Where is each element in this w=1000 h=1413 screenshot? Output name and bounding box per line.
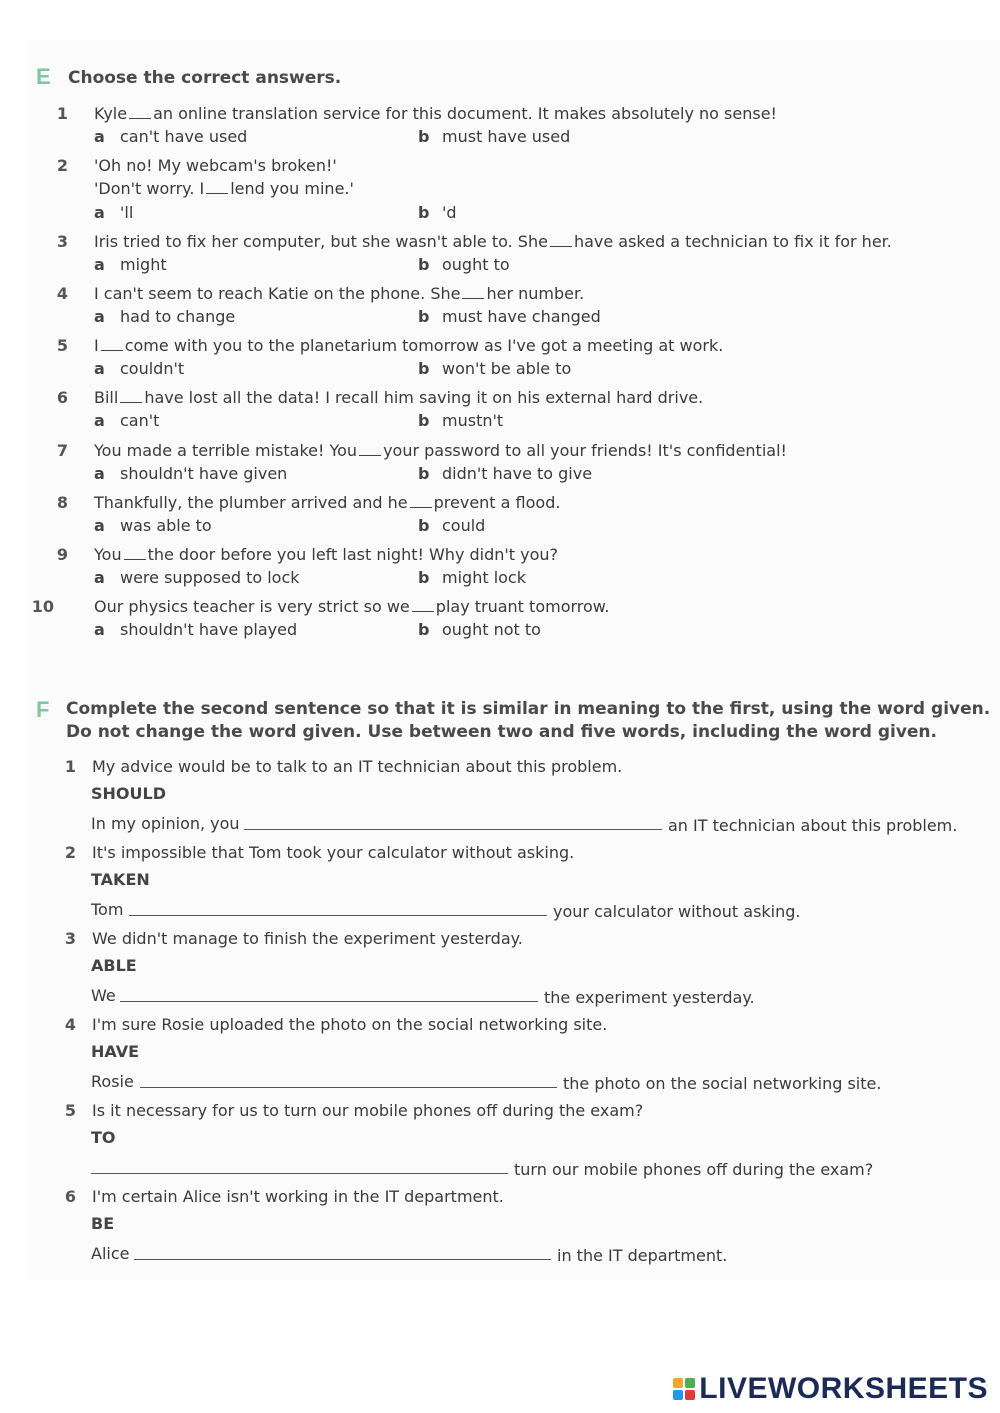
option-a[interactable]: 'll [120,203,134,222]
option-a-letter: a [94,127,105,146]
question-text [94,334,723,357]
question-text [94,177,354,200]
key-word: BE [91,1214,115,1233]
question-number: 1 [64,757,76,776]
section-e-instruction: Choose the correct answers. [68,68,342,88]
answer-input-line[interactable] [91,1173,508,1174]
answer-blank[interactable] [412,597,434,612]
answer-blank[interactable] [101,336,123,351]
option-b[interactable]: must have changed [442,307,601,326]
option-a[interactable]: couldn't [120,359,185,378]
original-sentence: I'm certain Alice isn't working in the IT department. [92,1187,504,1206]
question-number: 1 [56,104,68,123]
option-b[interactable]: could [442,516,486,535]
option-a-letter: a [94,359,105,378]
sentence-end: an IT technician about this problem. [668,816,958,835]
option-b[interactable]: ought not to [442,620,541,639]
question-text-segment: her number. [486,284,585,303]
question-text-segment: prevent a flood. [433,493,561,512]
option-b[interactable]: won't be able to [442,359,572,378]
answer-blank[interactable] [124,545,146,560]
logo-square [673,1390,683,1400]
option-b[interactable]: ought to [442,255,510,274]
original-sentence: My advice would be to talk to an IT technician about this problem. [92,757,623,776]
question-number: 10 [31,597,54,616]
option-b-letter: b [418,203,430,222]
answer-input-line[interactable] [134,1259,551,1260]
question-text [94,154,337,177]
question-number: 9 [56,545,68,564]
sentence-start: We [91,986,116,1005]
option-b[interactable]: mustn't [442,411,504,430]
question-text [94,595,610,618]
question-text-segment: Our physics teacher is very strict so we [94,597,410,616]
option-a[interactable]: can't [120,411,160,430]
option-a-letter: a [94,203,105,222]
original-sentence: I'm sure Rosie uploaded the photo on the social networking site. [92,1015,608,1034]
question-number: 4 [64,1015,76,1034]
logo-square [685,1378,695,1388]
liveworksheets-logo-icon [673,1378,695,1400]
sentence-end: in the IT department. [557,1246,728,1265]
question-text-segment: Bill [94,388,119,407]
sentence-start: Rosie [91,1072,134,1091]
option-a-letter: a [94,307,105,326]
option-b[interactable]: must have used [442,127,571,146]
answer-input-line[interactable] [120,1001,538,1002]
question-text [94,543,558,566]
option-b-letter: b [418,127,430,146]
option-a[interactable]: were supposed to lock [120,568,300,587]
option-a-letter: a [94,411,105,430]
sentence-start: Tom [91,900,124,919]
question-number: 8 [56,493,68,512]
question-text-segment: 'Don't worry. I [94,179,205,198]
answer-input-line[interactable] [140,1087,557,1088]
option-a[interactable]: had to change [120,307,236,326]
answer-blank[interactable] [120,388,142,403]
option-b-letter: b [418,620,430,639]
answer-blank[interactable] [410,493,432,508]
question-text-segment: I [94,336,99,355]
section-f-instruction: Complete the second sentence so that it is similar in meaning to the first, using the word given. Do not change the word given. Use between two and five words, including the word given. [66,699,991,742]
original-sentence: We didn't manage to finish the experiment yesterday. [92,929,523,948]
option-a[interactable]: shouldn't have given [120,464,288,483]
question-number: 5 [56,336,68,355]
question-text-segment: Iris tried to fix her computer, but she wasn't able to. She [94,232,548,251]
question-text-segment: have lost all the data! I recall him saving it on his external hard drive. [144,388,704,407]
option-a-letter: a [94,255,105,274]
option-a[interactable]: was able to [120,516,212,535]
question-text-segment: I can't seem to reach Katie on the phone. She [94,284,461,303]
question-text [94,386,703,409]
sentence-end: your calculator without asking. [553,902,801,921]
option-b[interactable]: didn't have to give [442,464,593,483]
answer-blank[interactable] [129,104,151,119]
question-text-segment: your password to all your friends! It's confidential! [383,441,787,460]
original-sentence: It's impossible that Tom took your calculator without asking. [92,843,575,862]
question-text [94,102,777,125]
question-number: 3 [56,232,68,251]
key-word: HAVE [91,1042,139,1061]
sentence-start: In my opinion, you [91,814,240,833]
answer-blank[interactable] [550,232,572,247]
option-a-letter: a [94,516,105,535]
question-text [94,439,787,462]
question-number: 3 [64,929,76,948]
question-text-segment: You [94,545,122,564]
question-text-segment: Kyle [94,104,128,123]
liveworksheets-brand [673,1372,988,1406]
option-b-letter: b [418,255,430,274]
section-e-letter: E [36,64,51,89]
option-a[interactable]: can't have used [120,127,248,146]
sentence-end: turn our mobile phones off during the exam? [514,1160,874,1179]
key-word: ABLE [91,956,137,975]
section-f-letter: F [36,697,50,722]
logo-square [685,1390,695,1400]
option-b-letter: b [418,568,430,587]
question-text [94,491,560,514]
question-text-segment: lend you mine.' [230,179,354,198]
sentence-end: the experiment yesterday. [544,988,755,1007]
question-text-segment: Thankfully, the plumber arrived and he [94,493,408,512]
option-b[interactable]: 'd [442,203,457,222]
question-text-segment: play truant tomorrow. [435,597,610,616]
option-b-letter: b [418,464,430,483]
question-number: 6 [64,1187,76,1206]
answer-blank[interactable] [462,284,484,299]
option-b-letter: b [418,516,430,535]
question-text-segment: have asked a technician to fix it for her. [573,232,892,251]
option-b-letter: b [418,307,430,326]
question-number: 4 [56,284,68,303]
answer-blank[interactable] [359,441,381,456]
original-sentence: Is it necessary for us to turn our mobile phones off during the exam? [92,1101,644,1120]
key-word: TAKEN [91,870,150,889]
key-word: SHOULD [91,784,166,803]
sentence-start: Alice [91,1244,130,1263]
question-text-segment: come with you to the planetarium tomorrow as I've got a meeting at work. [124,336,724,355]
brand-name: LIVEWORKSHEETS [699,1372,988,1405]
question-number: 2 [64,843,76,862]
key-word: TO [91,1128,116,1147]
question-number: 2 [56,156,68,175]
question-text-segment: 'Oh no! My webcam's broken!' [94,156,337,175]
logo-square [673,1378,683,1388]
question-number: 6 [56,388,68,407]
question-number: 5 [64,1101,76,1120]
question-number: 7 [56,441,68,460]
option-b[interactable]: might lock [442,568,526,587]
question-text-segment: You made a terrible mistake! You [94,441,358,460]
question-text [94,282,584,305]
answer-blank[interactable] [206,179,228,194]
option-a[interactable]: might [120,255,167,274]
answer-input-line[interactable] [129,915,547,916]
answer-input-line[interactable] [244,829,662,830]
option-a-letter: a [94,464,105,483]
question-text-segment: the door before you left last night! Why didn't you? [147,545,559,564]
sentence-end: the photo on the social networking site. [563,1074,882,1093]
option-b-letter: b [418,359,430,378]
question-text-segment: an online translation service for this document. It makes absolutely no sense! [153,104,777,123]
option-a-letter: a [94,620,105,639]
option-a-letter: a [94,568,105,587]
option-a[interactable]: shouldn't have played [120,620,298,639]
question-text [94,230,892,253]
option-b-letter: b [418,411,430,430]
